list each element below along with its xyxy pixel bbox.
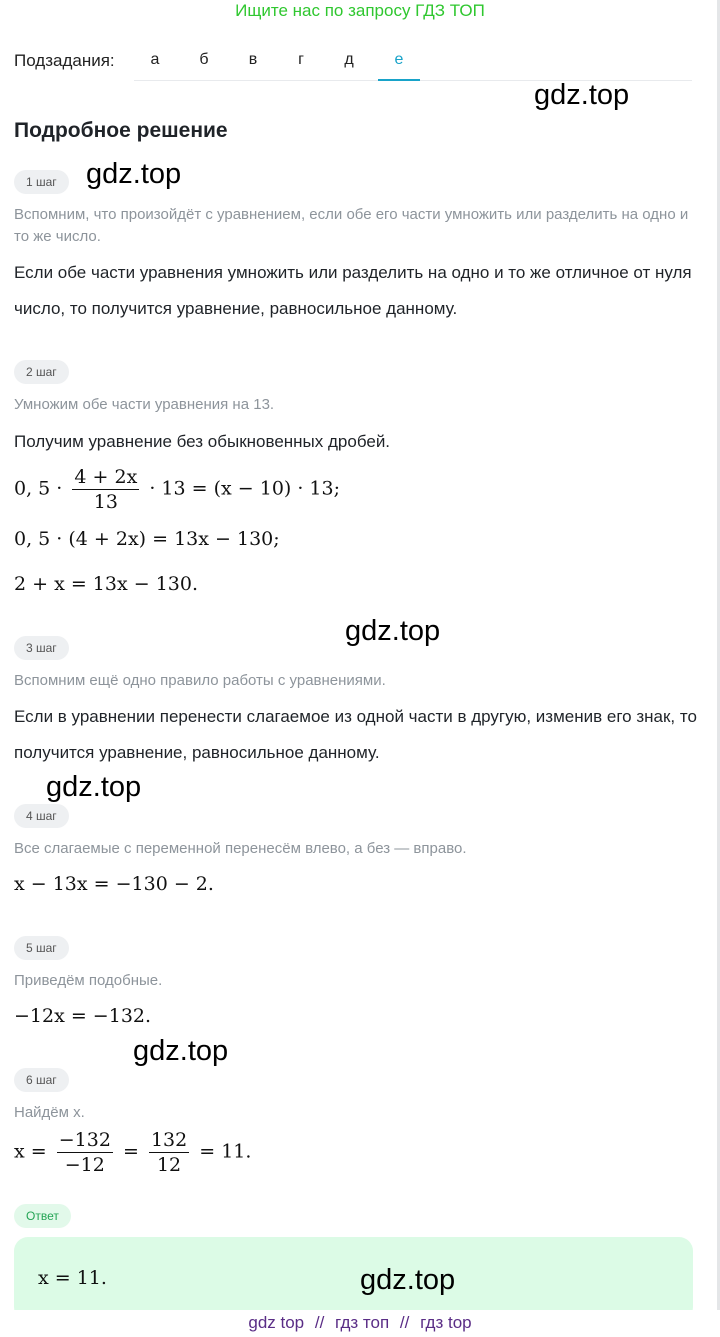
- watermark: gdz.top: [345, 615, 441, 647]
- eq6-mid: =: [122, 1140, 139, 1163]
- tab-a[interactable]: а: [150, 51, 160, 68]
- step-4-badge: 4 шаг: [14, 804, 69, 828]
- step-2-hint: Умножим обе части уравнения на 13.: [14, 396, 275, 413]
- eq6-f1-denominator: −12: [64, 1154, 105, 1176]
- subtasks-label: Подзадания:: [14, 51, 115, 70]
- footer-link-1[interactable]: gdz top: [248, 1313, 305, 1332]
- step-2-text: Получим уравнение без обыкновенных дробей.: [14, 432, 391, 451]
- tab-g[interactable]: г: [298, 51, 304, 68]
- step-6-hint: Найдём x.: [14, 1104, 85, 1121]
- footer-link-3[interactable]: гдз top: [420, 1313, 472, 1332]
- tab-v[interactable]: в: [248, 51, 258, 68]
- subtask-tabs: [134, 44, 692, 81]
- watermark: gdz.top: [360, 1264, 456, 1296]
- step-2-equation-1: [14, 465, 340, 514]
- tab-d[interactable]: д: [344, 51, 354, 68]
- step-3-hint: Вспомним ещё одно правило работы с уравнениями.: [14, 672, 386, 689]
- eq6-f2-denominator: 12: [156, 1154, 182, 1176]
- watermark: gdz.top: [534, 79, 630, 111]
- eq6-fraction-2: [149, 1128, 189, 1177]
- step-1-text: Если обе части уравнения умножить или разделить на одно и то же отличное от нуля число, то получится уравнение, равносильное данному.: [14, 263, 692, 318]
- eq6-left: x =: [14, 1140, 47, 1163]
- eq6-f1-numerator: −132: [58, 1129, 111, 1151]
- eq1-fraction: [72, 465, 139, 514]
- step-5-equation: −12x = −132.: [14, 1005, 152, 1027]
- footer-separator: //: [399, 1313, 410, 1332]
- eq1-numerator: 4 + 2x: [74, 466, 138, 488]
- step-2-equation-3: 2 + x = 13x − 130.: [14, 573, 198, 595]
- step-1-hint: Вспомним, что произойдёт с уравнением, если обе его части умножить или разделить на одно и то же число.: [14, 206, 689, 245]
- eq1-right: · 13 = (x − 10) · 13;: [149, 477, 341, 500]
- search-banner: Ищите нас по запросу ГДЗ ТОП: [235, 1, 485, 20]
- step-4-hint: Все слагаемые с переменной перенесём влево, а без — вправо.: [14, 840, 467, 857]
- eq6-right: = 11.: [199, 1140, 252, 1163]
- watermark: gdz.top: [46, 771, 142, 803]
- footer-separator: //: [314, 1313, 325, 1332]
- tab-b[interactable]: б: [199, 51, 209, 68]
- step-4-equation: x − 13x = −130 − 2.: [14, 873, 214, 895]
- tab-e[interactable]: е: [378, 44, 420, 80]
- step-1-badge: 1 шаг: [14, 170, 69, 194]
- watermark: gdz.top: [133, 1035, 229, 1067]
- step-5-badge: 5 шаг: [14, 936, 69, 960]
- answer-equation: x = 11.: [38, 1267, 107, 1289]
- step-2-equation-2: 0, 5 · (4 + 2x) = 13x − 130;: [14, 528, 280, 550]
- eq6-fraction-1: [57, 1128, 113, 1177]
- eq6-f2-numerator: 132: [150, 1129, 188, 1151]
- watermark: gdz.top: [86, 158, 182, 190]
- step-6-equation: [14, 1128, 251, 1177]
- step-6-badge: 6 шаг: [14, 1068, 69, 1092]
- eq1-left: 0, 5 ·: [14, 477, 63, 500]
- answer-box: [14, 1237, 693, 1321]
- step-2-badge: 2 шаг: [14, 360, 69, 384]
- step-3-text: Если в уравнении перенести слагаемое из одной части в другую, изменив его знак, то получится уравнение, равносильное данному.: [14, 707, 697, 762]
- footer-links: [0, 1310, 720, 1337]
- eq1-denominator: 13: [93, 491, 118, 513]
- step-3-badge: 3 шаг: [14, 636, 69, 660]
- footer-link-2[interactable]: гдз топ: [335, 1313, 390, 1332]
- answer-badge: Ответ: [14, 1204, 71, 1228]
- solution-title: Подробное решение: [14, 119, 228, 142]
- step-5-hint: Приведём подобные.: [14, 972, 163, 989]
